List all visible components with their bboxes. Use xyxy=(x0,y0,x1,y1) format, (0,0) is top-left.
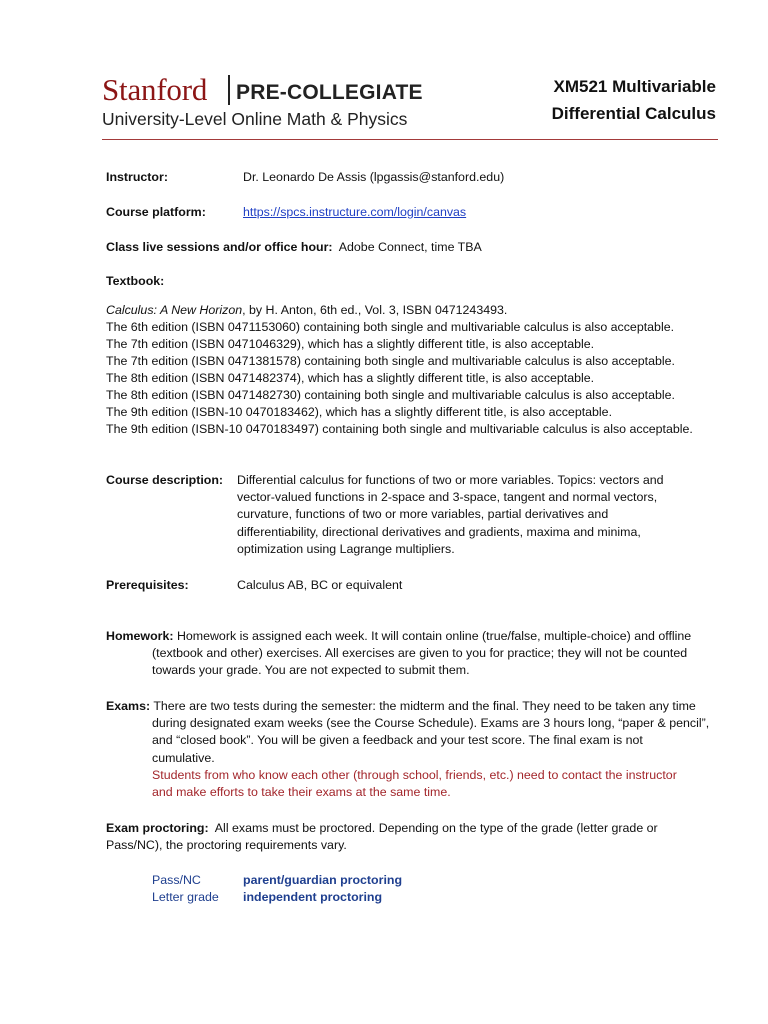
prerequisites-label: Prerequisites: xyxy=(106,578,189,592)
textbook-edition: The 6th edition (ISBN 0471153060) containing both single and multivariable calculus is also acceptable. xyxy=(106,320,675,334)
course-title-line-1: XM521 Multivariable xyxy=(553,77,716,96)
logo-stanford: Stanford xyxy=(102,72,208,107)
exams-line: during designated exam weeks (see the Course Schedule). Exams are 3 hours long, “paper & pencil”, xyxy=(152,716,710,731)
course-description-line: differentiability, directional derivatives and gradients, maxima and minima, xyxy=(237,524,641,539)
live-sessions-row xyxy=(106,239,482,256)
proctoring-label: Exam proctoring: xyxy=(106,821,209,835)
header-rule xyxy=(102,139,718,140)
textbook-edition: The 7th edition (ISBN 0471381578) containing both single and multivariable calculus is also acceptable. xyxy=(106,354,675,368)
exams-line: cumulative. xyxy=(152,750,215,765)
course-description-label: Course description: xyxy=(106,473,224,487)
proctoring-requirement: independent proctoring xyxy=(243,890,383,904)
textbook-main xyxy=(106,302,726,319)
exams-warning-line: Students from who know each other (through school, friends, etc.) need to contact the instructor xyxy=(152,767,677,782)
grade-type: Letter grade xyxy=(152,890,219,904)
homework-section xyxy=(106,628,706,680)
textbook-details: , by H. Anton, 6th ed., Vol. 3, ISBN 0471243493. xyxy=(242,303,508,317)
textbook-edition: The 7th edition (ISBN 0471046329), which has a slightly different title, is also acceptable. xyxy=(106,337,595,351)
platform-link[interactable]: https://spcs.instructure.com/login/canvas xyxy=(243,205,467,219)
logo-subtitle: University-Level Online Math & Physics xyxy=(102,109,408,129)
course-title-line-2: Differential Calculus xyxy=(551,104,716,123)
textbook-edition: The 8th edition (ISBN 0471482730) containing both single and multivariable calculus is also acceptable. xyxy=(106,388,675,402)
textbook-edition: The 8th edition (ISBN 0471482374), which has a slightly different title, is also acceptable. xyxy=(106,371,595,385)
course-description-line: curvature, functions of two or more variables, partial derivatives and xyxy=(237,507,609,522)
proctoring-section xyxy=(106,820,706,854)
textbook-list xyxy=(106,302,726,438)
proctoring-first-line xyxy=(106,820,706,837)
exams-section xyxy=(106,698,710,801)
textbook-title: Calculus: A New Horizon xyxy=(106,303,243,317)
homework-first-line xyxy=(106,628,706,645)
homework-label: Homework: xyxy=(106,629,174,643)
exams-label: Exams: xyxy=(106,699,151,713)
logo-precollegiate: PRE-COLLEGIATE xyxy=(236,81,423,104)
exams-text: There are two tests during the semester: the midterm and the final. They need to be taken any time xyxy=(153,699,696,713)
prerequisites-value: Calculus AB, BC or equivalent xyxy=(237,578,403,592)
proctoring-text: All exams must be proctored. Depending on the type of the grade (letter grade or xyxy=(214,821,658,835)
instructor-label: Instructor: xyxy=(106,170,168,184)
proctoring-second-line: Pass/NC), the proctoring requirements vary. xyxy=(106,838,347,853)
course-description-line: Differential calculus for functions of two or more variables. Topics: vectors and xyxy=(237,473,664,487)
textbook-edition: The 9th edition (ISBN-10 0470183497) containing both single and multivariable calculus is also acceptable. xyxy=(106,422,693,436)
live-sessions-value: Adobe Connect, time TBA xyxy=(338,240,482,254)
homework-text: Homework is assigned each week. It will contain online (true/false, multiple-choice) and offline xyxy=(176,629,692,643)
exams-warning-line: and make efforts to take their exams at the same time. xyxy=(152,785,451,800)
logo-divider xyxy=(228,75,230,105)
grade-type: Pass/NC xyxy=(152,873,201,887)
textbook-label: Textbook: xyxy=(106,274,165,288)
textbook-edition: The 9th edition (ISBN-10 0470183462), which has a slightly different title, is also acceptable. xyxy=(106,405,613,419)
course-description-line: vector-valued functions in 2-space and 3-space, tangent and normal vectors, xyxy=(237,490,658,505)
homework-line: towards your grade. You are not expected to submit them. xyxy=(152,663,470,678)
proctoring-requirement: parent/guardian proctoring xyxy=(243,873,403,887)
instructor-value: Dr. Leonardo De Assis (lpgassis@stanford.edu) xyxy=(243,170,505,184)
platform-label: Course platform: xyxy=(106,205,206,219)
homework-line: (textbook and other) exercises. All exercises are given to you for practice; they will not be counted xyxy=(152,646,688,661)
course-description-line: optimization using Lagrange multipliers. xyxy=(237,541,455,556)
course-description xyxy=(237,472,687,558)
exams-first-line xyxy=(106,698,706,715)
live-sessions-label: Class live sessions and/or office hour: xyxy=(106,240,333,254)
exams-line: and “closed book”. You will be given a feedback and your test score. The final exam is not xyxy=(152,733,643,748)
course-title xyxy=(552,73,716,127)
